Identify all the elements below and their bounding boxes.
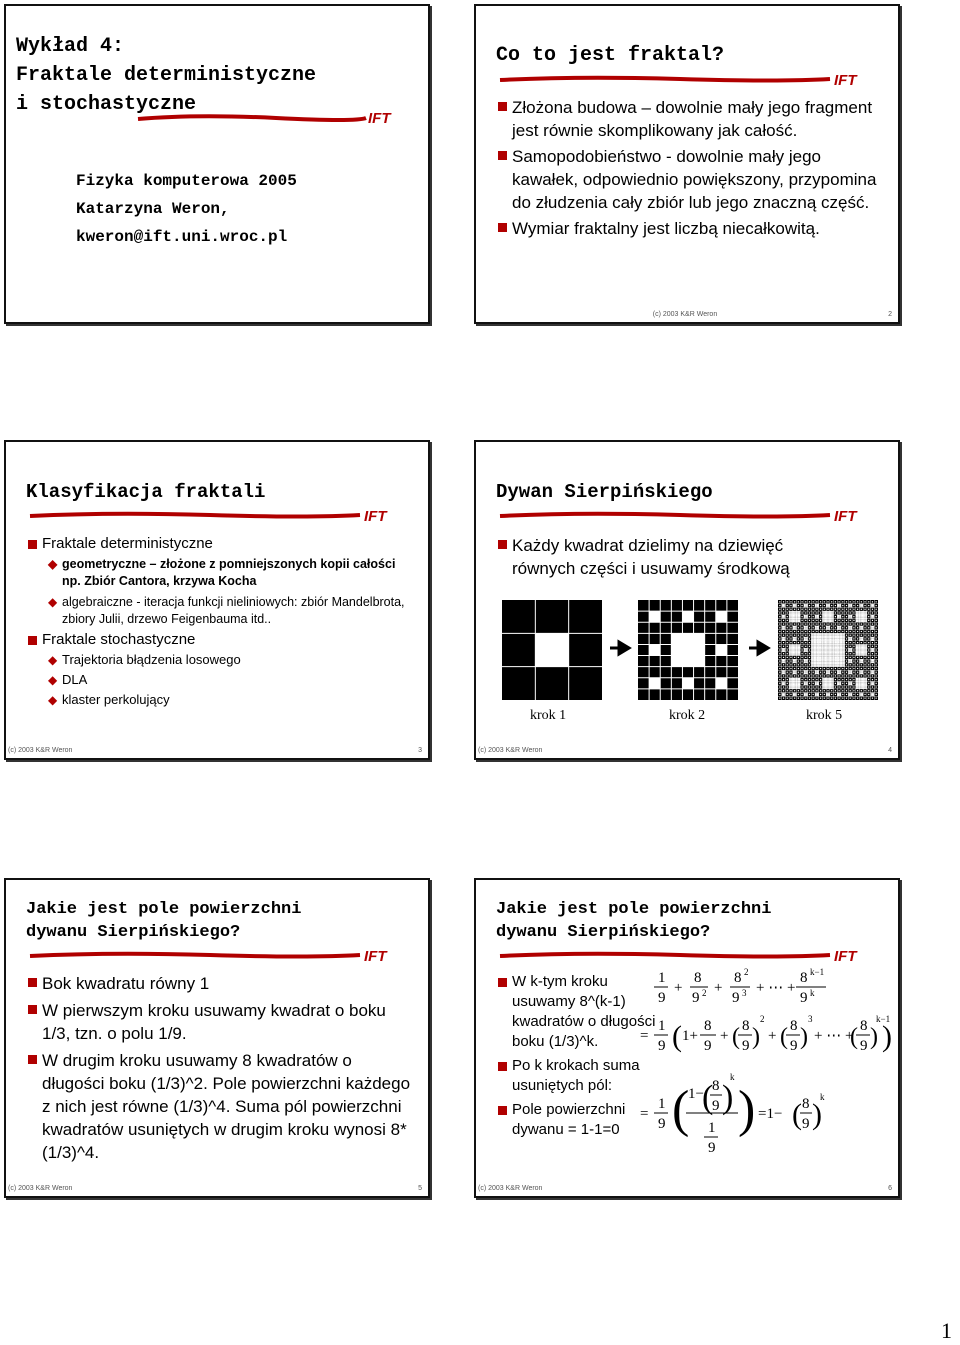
svg-text:(: ( bbox=[672, 1020, 682, 1053]
svg-text:1: 1 bbox=[658, 1018, 666, 1034]
slide-title: Jakie jest pole powierzchni dywanu Sierpińskiego? bbox=[496, 900, 772, 942]
svg-text:9: 9 bbox=[658, 1038, 666, 1054]
svg-text:(: ( bbox=[850, 1024, 858, 1050]
arrow-right-icon bbox=[609, 640, 633, 656]
svg-text:8: 8 bbox=[704, 1018, 712, 1034]
brush-rule-graphic bbox=[500, 948, 886, 965]
svg-text:=: = bbox=[640, 1028, 649, 1044]
slide-footer bbox=[8, 1185, 422, 1192]
svg-text:2: 2 bbox=[760, 1014, 765, 1024]
svg-text:): ) bbox=[882, 1020, 892, 1053]
step-label: krok 2 bbox=[669, 708, 706, 723]
svg-text:+: + bbox=[720, 1028, 729, 1044]
svg-text:+: + bbox=[714, 980, 723, 996]
slide-number: 5 bbox=[418, 1185, 422, 1192]
slide-title: Co to jest fraktal? bbox=[496, 44, 725, 67]
slide-footer bbox=[478, 311, 892, 318]
carpet-graphic bbox=[778, 600, 878, 700]
series-formula-graphic bbox=[640, 966, 894, 1166]
formula-row-1 bbox=[654, 967, 826, 1006]
ift-logo: IFT bbox=[368, 110, 391, 127]
svg-text:k−1: k−1 bbox=[876, 1014, 891, 1024]
slide-title: Wykład 4: Fraktale deterministyczne i stochastyczne bbox=[16, 35, 317, 116]
svg-text:1: 1 bbox=[658, 970, 666, 986]
bullet-item: Bok kwadratu równy 1 bbox=[28, 972, 412, 995]
copyright-text: (c) 2003 K&R Weron bbox=[652, 311, 718, 318]
ift-logo: IFT bbox=[364, 508, 387, 525]
svg-text:(: ( bbox=[702, 1079, 714, 1116]
svg-text:(: ( bbox=[780, 1024, 788, 1050]
formula-row-3 bbox=[640, 1072, 825, 1156]
svg-text:=1−: =1− bbox=[758, 1106, 783, 1122]
svg-text:+: + bbox=[768, 1028, 777, 1044]
svg-text:8: 8 bbox=[694, 970, 702, 986]
svg-text:9: 9 bbox=[658, 990, 666, 1006]
ift-logo: IFT bbox=[834, 508, 857, 525]
bullet-item: W k-tym kroku usuwamy 8^(k-1) kwadratów o długości boku (1/3)^k. bbox=[498, 972, 658, 1052]
sierpinski-step-1 bbox=[502, 600, 602, 705]
brush-rule-graphic bbox=[30, 508, 416, 525]
slide-number: 6 bbox=[888, 1185, 892, 1192]
copyright-text: (c) 2003 K&R Weron bbox=[8, 1185, 73, 1192]
brush-rule-graphic bbox=[136, 110, 426, 126]
slide-footer bbox=[478, 747, 892, 754]
bullet-item: Pole powierzchni dywanu = 1-1=0 bbox=[498, 1100, 658, 1140]
svg-text:8: 8 bbox=[790, 1018, 798, 1034]
svg-text:3: 3 bbox=[742, 988, 747, 998]
svg-text:9: 9 bbox=[742, 1038, 750, 1054]
carpet-graphic bbox=[502, 600, 602, 700]
svg-text:1: 1 bbox=[658, 1096, 666, 1112]
svg-text:+ ⋯ +: + ⋯ + bbox=[756, 980, 796, 996]
svg-text:9: 9 bbox=[800, 990, 808, 1006]
svg-text:k−1: k−1 bbox=[810, 967, 825, 977]
svg-text:): ) bbox=[812, 1098, 822, 1131]
bullet-item: Samopodobieństwo - dowolnie mały jego kawałek, odpowiednio powiększony, przypomina do złudzenia cały zbiór lub jego znaczną część. bbox=[498, 145, 878, 214]
step-label: krok 1 bbox=[530, 708, 567, 723]
bullet-item: W drugim kroku usuwamy 8 kwadratów o długości boku (1/3)^2. Pole powierzchni każdego z nich jest równe (1/3)^4. Suma pól powierzchni kwadratów usuniętych w drugim kroku wynosi 8* (1/3)^4. bbox=[28, 1049, 412, 1164]
svg-text:9: 9 bbox=[704, 1038, 712, 1054]
svg-text:3: 3 bbox=[808, 1014, 813, 1024]
sub-bullet-item: ◆ DLA bbox=[48, 670, 412, 690]
author-name: Katarzyna Weron, bbox=[76, 200, 230, 218]
slide-6 bbox=[474, 878, 900, 1198]
svg-text:8: 8 bbox=[742, 1018, 750, 1034]
svg-text:+: + bbox=[674, 980, 683, 996]
svg-text:9: 9 bbox=[732, 990, 740, 1006]
svg-text:9: 9 bbox=[802, 1116, 810, 1132]
bullet-item: Złożona budowa – dowolnie mały jego fragment jest równie skomplikowany jak całość. bbox=[498, 96, 878, 142]
brush-rule-graphic bbox=[30, 948, 416, 965]
sierpinski-step-2 bbox=[638, 600, 738, 705]
svg-text:9: 9 bbox=[790, 1038, 798, 1054]
svg-text:): ) bbox=[738, 1081, 756, 1138]
svg-text:9: 9 bbox=[860, 1038, 868, 1054]
svg-text:(: ( bbox=[792, 1098, 802, 1131]
slide-title: Jakie jest pole powierzchni dywanu Sierpińskiego? bbox=[26, 900, 302, 942]
svg-text:): ) bbox=[870, 1024, 878, 1050]
svg-text:(: ( bbox=[672, 1081, 690, 1138]
slide-footer bbox=[8, 747, 422, 754]
svg-text:k: k bbox=[810, 988, 815, 998]
svg-text:2: 2 bbox=[744, 967, 749, 977]
formula-row-2 bbox=[640, 1014, 892, 1054]
svg-text:8: 8 bbox=[800, 970, 808, 986]
copyright-text: (c) 2003 K&R Weron bbox=[478, 1185, 543, 1192]
author-email[interactable]: kweron@ift.uni.wroc.pl bbox=[76, 228, 288, 246]
step-label: krok 5 bbox=[806, 708, 843, 723]
ift-logo: IFT bbox=[364, 948, 387, 965]
arrow-right-icon bbox=[748, 640, 772, 656]
svg-text:k: k bbox=[730, 1072, 735, 1082]
copyright-text: (c) 2003 K&R Weron bbox=[8, 747, 73, 754]
slide-4 bbox=[474, 440, 900, 760]
slide-title: Klasyfikacja fraktali bbox=[26, 481, 266, 503]
svg-text:+ ⋯ +: + ⋯ + bbox=[814, 1028, 854, 1044]
sub-bullet-item: ◆ geometryczne – złożone z pomniejszonych kopii całości np. Zbiór Cantora, krzywa Kocha bbox=[48, 556, 412, 590]
sub-bullet-item: ◆ algebraiczne - iteracja funkcji nieliniowych: zbiór Mandelbrota, zbiory Julii, drzewo Feigenbauma itd.. bbox=[48, 594, 412, 628]
svg-text:(: ( bbox=[732, 1024, 740, 1050]
logo-rule bbox=[136, 110, 426, 126]
bullet-item: Fraktale stochastyczne bbox=[28, 630, 412, 650]
slide-1 bbox=[4, 4, 430, 324]
slide-2 bbox=[474, 4, 900, 324]
svg-text:8: 8 bbox=[802, 1096, 810, 1112]
ift-logo: IFT bbox=[834, 948, 857, 965]
sub-bullet-item: ◆ klaster perkolujący bbox=[48, 690, 412, 710]
svg-text:8: 8 bbox=[860, 1018, 868, 1034]
svg-text:9: 9 bbox=[692, 990, 700, 1006]
course-name: Fizyka komputerowa 2005 bbox=[76, 172, 297, 190]
bullet-item: W pierwszym kroku usuwamy kwadrat o boku 1/3, tzn. o polu 1/9. bbox=[28, 999, 412, 1045]
svg-text:9: 9 bbox=[712, 1098, 720, 1114]
svg-text:2: 2 bbox=[702, 988, 707, 998]
svg-text:): ) bbox=[722, 1079, 734, 1116]
svg-text:): ) bbox=[800, 1024, 808, 1050]
svg-text:9: 9 bbox=[658, 1116, 666, 1132]
slide-number: 3 bbox=[418, 747, 422, 754]
bullet-item: Wymiar fraktalny jest liczbą niecałkowitą. bbox=[498, 217, 878, 240]
svg-text:8: 8 bbox=[712, 1078, 720, 1094]
sub-bullet-item: ◆ Trajektoria błądzenia losowego bbox=[48, 650, 412, 670]
svg-text:1−: 1− bbox=[688, 1086, 704, 1102]
slide-number: 4 bbox=[888, 747, 892, 754]
svg-text:): ) bbox=[752, 1024, 760, 1050]
svg-text:k: k bbox=[820, 1092, 825, 1102]
sierpinski-step-5 bbox=[778, 600, 878, 705]
brush-rule-graphic bbox=[500, 72, 886, 89]
slide-title: Dywan Sierpińskiego bbox=[496, 481, 713, 503]
bullet-item: Każdy kwadrat dzielimy na dziewięć równych części i usuwamy środkową bbox=[498, 534, 842, 580]
slide-footer bbox=[478, 1185, 892, 1192]
bullet-item: Po k krokach suma usuniętych pól: bbox=[498, 1056, 658, 1096]
svg-text:1+: 1+ bbox=[682, 1028, 698, 1044]
carpet-graphic bbox=[638, 600, 738, 700]
slide-3 bbox=[4, 440, 430, 760]
svg-text:8: 8 bbox=[734, 970, 742, 986]
svg-text:9: 9 bbox=[708, 1140, 716, 1156]
slide-5 bbox=[4, 878, 430, 1198]
svg-text:1: 1 bbox=[708, 1120, 716, 1136]
bullet-item: Fraktale deterministyczne bbox=[28, 534, 412, 554]
svg-text:=: = bbox=[640, 1106, 649, 1122]
page-number: 1 bbox=[941, 1318, 952, 1343]
copyright-text: (c) 2003 K&R Weron bbox=[478, 747, 543, 754]
ift-logo: IFT bbox=[834, 72, 857, 89]
brush-rule-graphic bbox=[500, 508, 886, 525]
slide-number: 2 bbox=[888, 311, 892, 318]
